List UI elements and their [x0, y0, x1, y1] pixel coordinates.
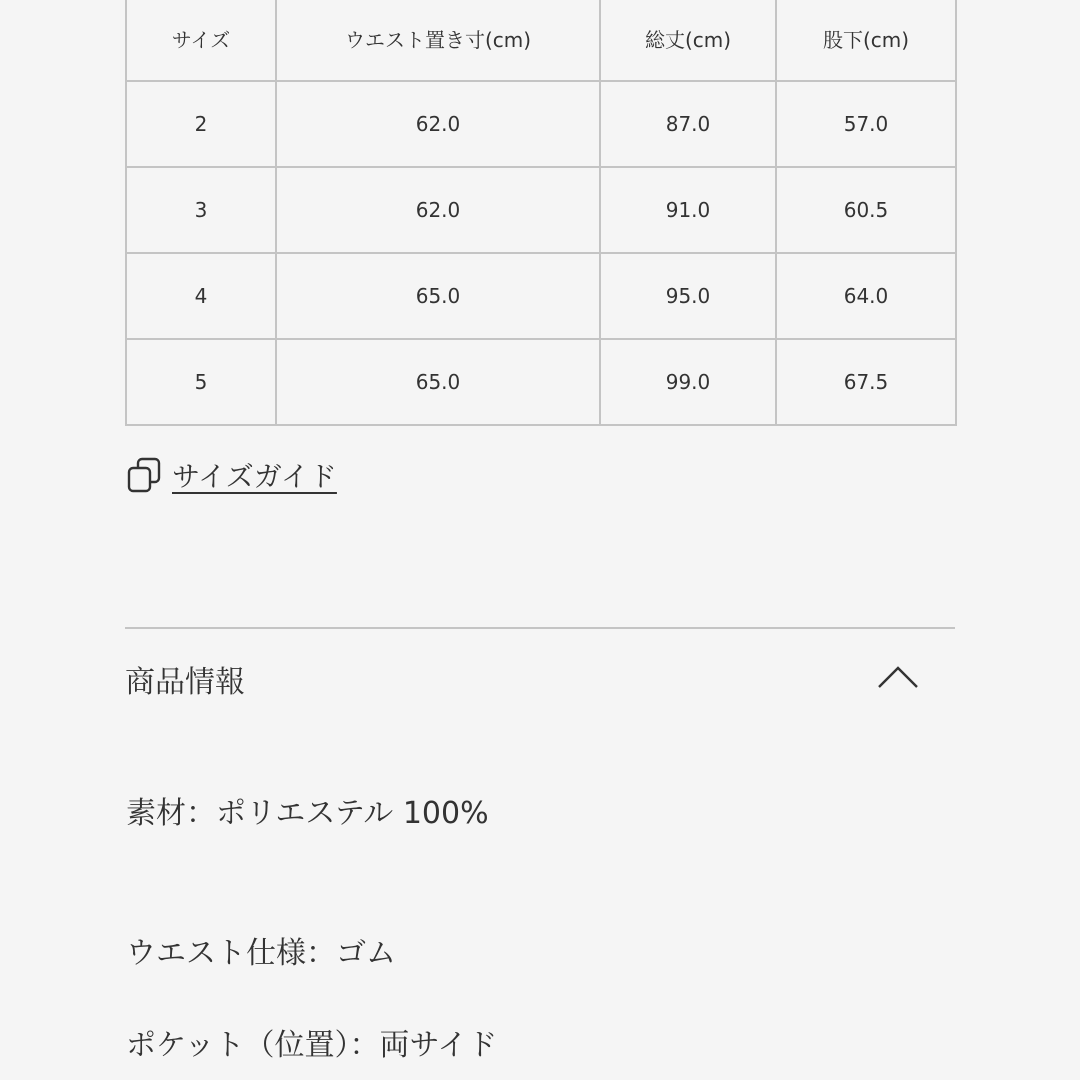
table-row — [126, 339, 956, 425]
section-divider — [125, 627, 955, 629]
table-header-row — [126, 0, 956, 81]
total-length-cell: 87.0 — [600, 81, 776, 167]
waist-cell: 65.0 — [276, 253, 600, 339]
column-header-total-length: 総丈(cm) — [600, 0, 776, 81]
copy-window-icon — [126, 455, 162, 495]
waist-cell: 65.0 — [276, 339, 600, 425]
table-row — [126, 253, 956, 339]
waist-cell: 62.0 — [276, 167, 600, 253]
size-guide-label: サイズガイド — [172, 460, 337, 493]
material-spec: 素材：ポリエステル 100% — [126, 796, 489, 831]
inseam-cell: 57.0 — [776, 81, 956, 167]
total-length-cell: 95.0 — [600, 253, 776, 339]
size-cell: 2 — [126, 81, 276, 167]
inseam-cell: 60.5 — [776, 167, 956, 253]
waist-cell: 62.0 — [276, 81, 600, 167]
size-cell: 3 — [126, 167, 276, 253]
size-cell: 5 — [126, 339, 276, 425]
column-header-waist: ウエスト置き寸(cm) — [276, 0, 600, 81]
pocket-spec: ポケット（位置）：両サイド — [126, 1028, 498, 1063]
column-header-inseam: 股下(cm) — [776, 0, 956, 81]
total-length-cell: 91.0 — [600, 167, 776, 253]
column-header-size: サイズ — [126, 0, 276, 81]
product-info-accordion-header[interactable] — [125, 645, 955, 711]
inseam-cell: 64.0 — [776, 253, 956, 339]
chevron-up-icon[interactable] — [877, 665, 919, 689]
size-guide-link[interactable] — [126, 455, 337, 495]
total-length-cell: 99.0 — [600, 339, 776, 425]
table-row — [126, 167, 956, 253]
size-cell: 4 — [126, 253, 276, 339]
size-table — [125, 0, 957, 426]
inseam-cell: 67.5 — [776, 339, 956, 425]
waist-spec: ウエスト仕様：ゴム — [126, 936, 396, 971]
product-info-title: 商品情報 — [125, 665, 245, 700]
table-row — [126, 81, 956, 167]
